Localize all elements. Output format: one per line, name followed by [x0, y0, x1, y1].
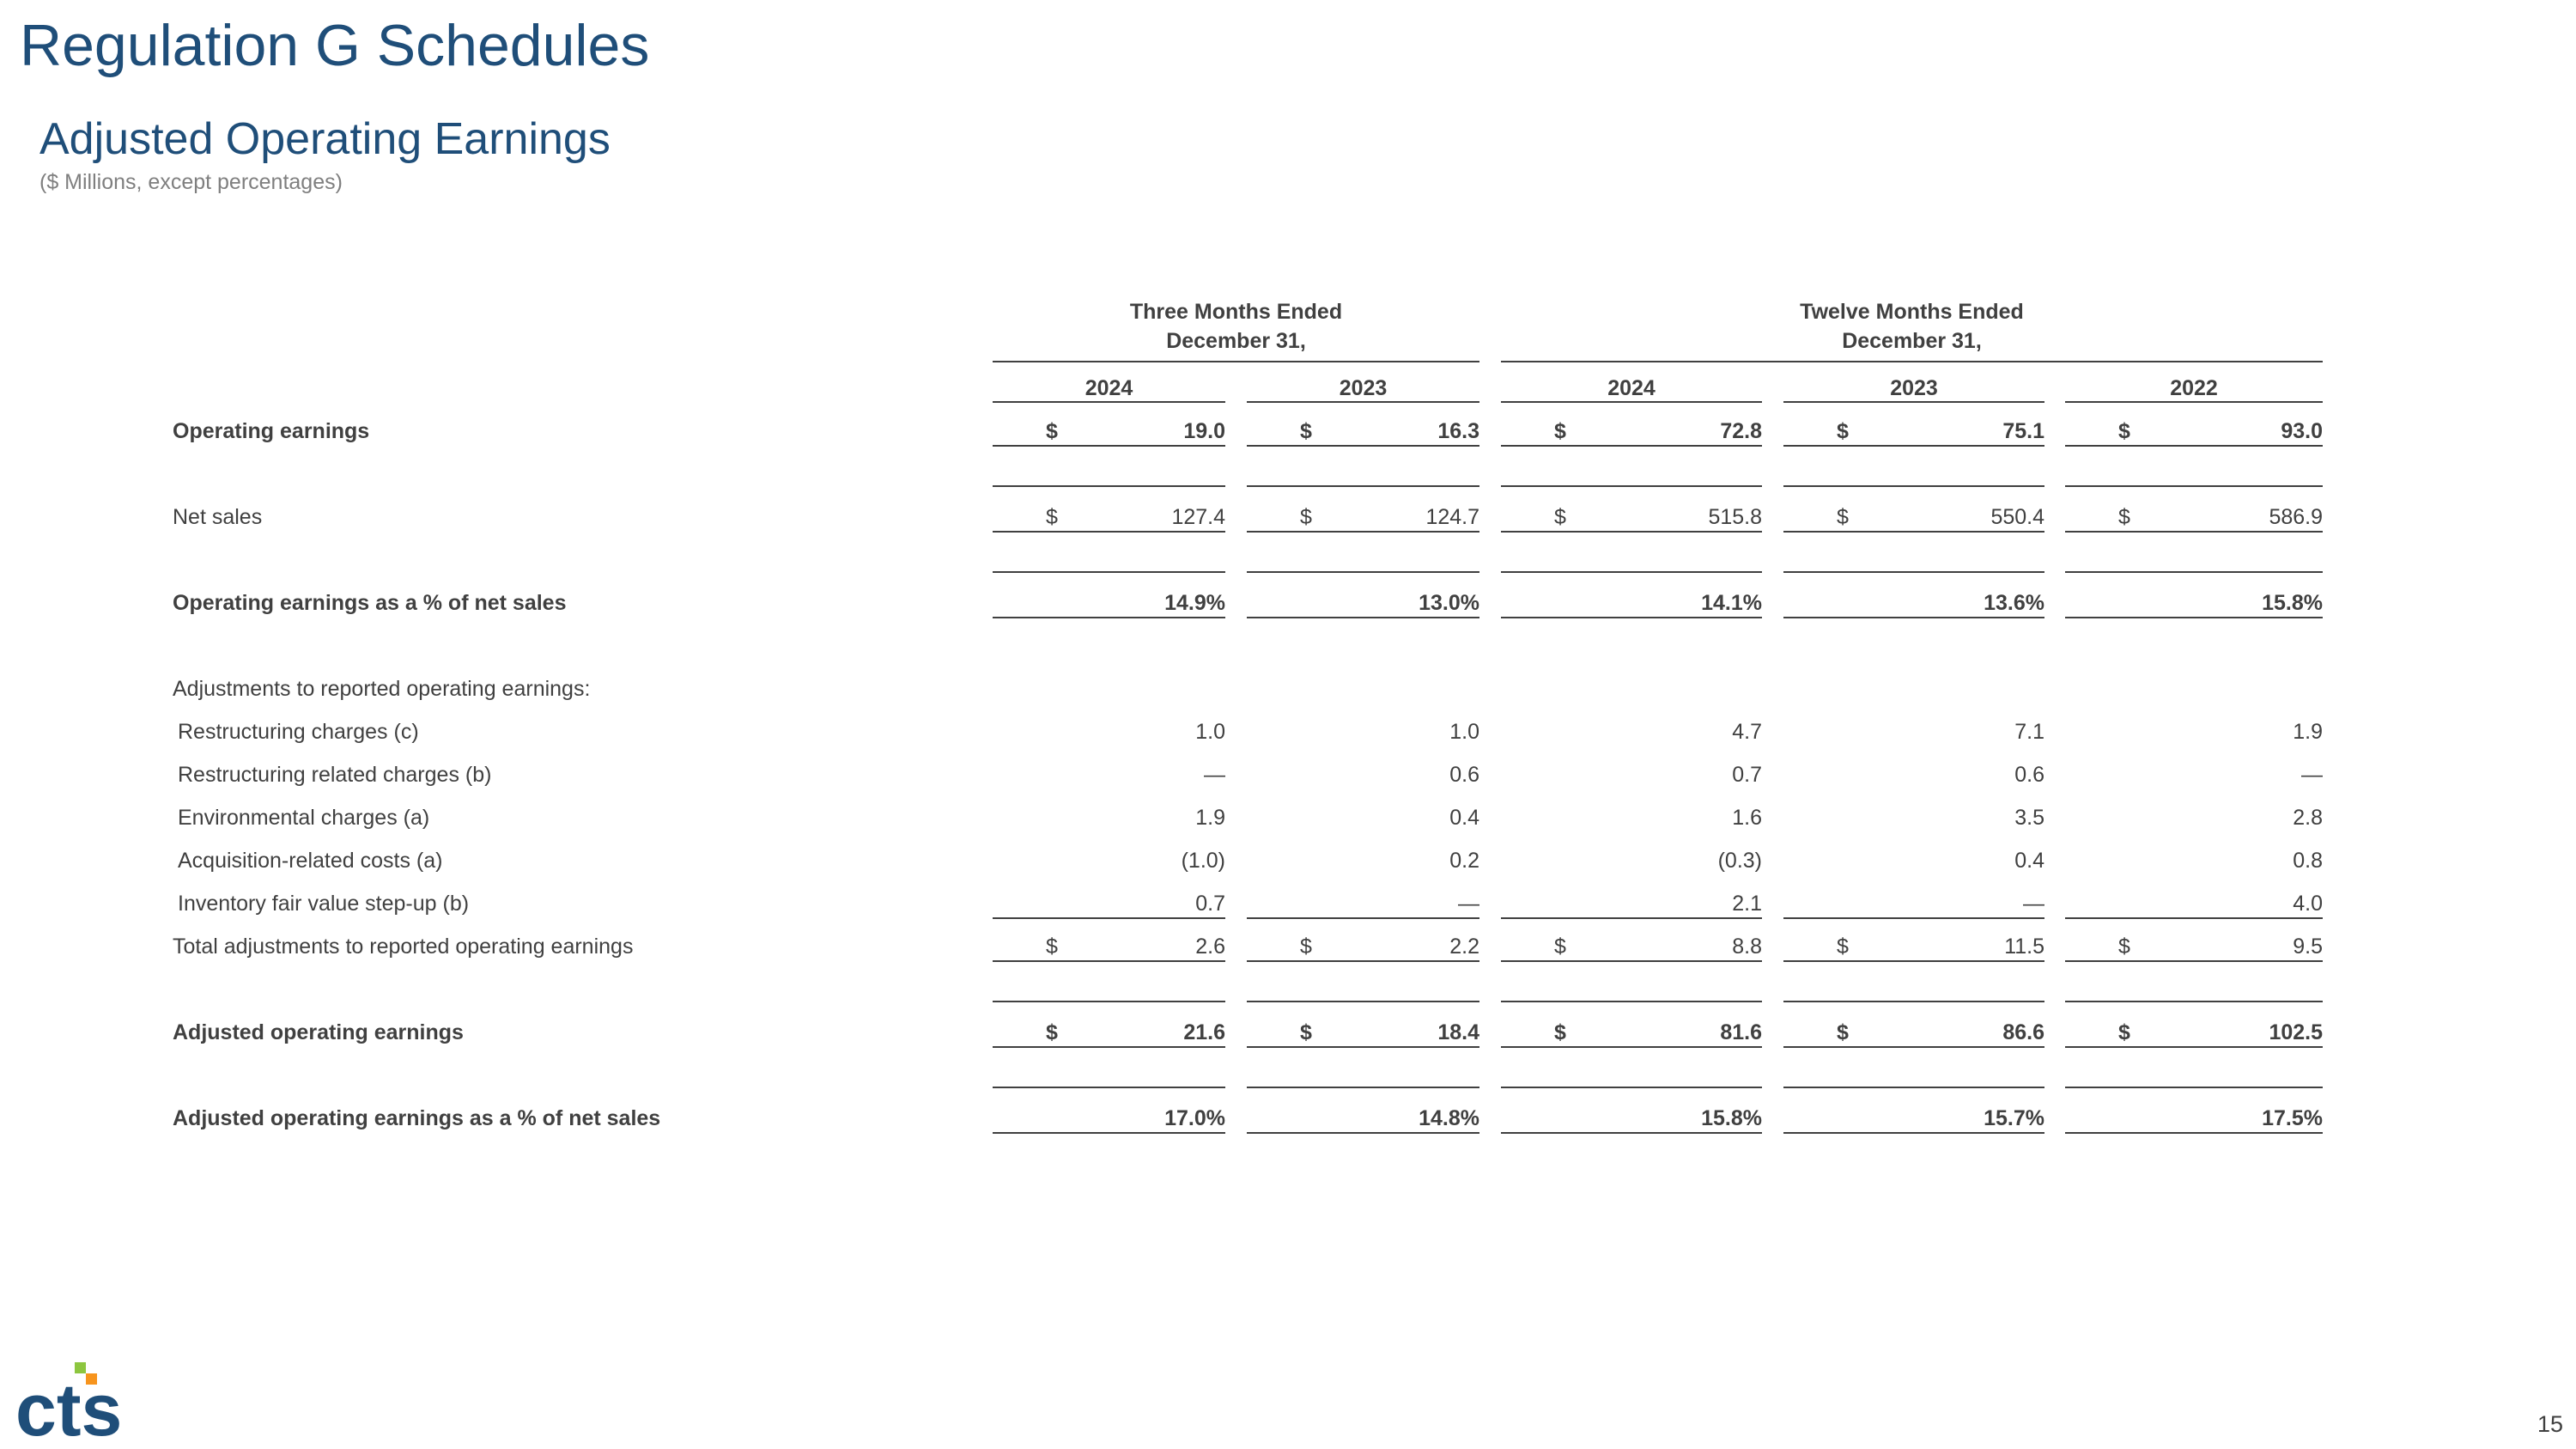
table-cell — [2065, 803, 2323, 832]
table-cell — [2065, 1104, 2323, 1133]
cell-rule — [1501, 485, 1762, 487]
cell-rule — [1501, 1046, 1762, 1048]
table-cell — [1247, 803, 1479, 832]
cell-value: 15.7% — [1984, 1106, 2044, 1130]
cell-rule — [993, 1046, 1225, 1048]
cell-value: 586.9 — [2269, 505, 2323, 529]
currency-symbol: $ — [1554, 505, 1566, 529]
cell-rule — [1247, 531, 1479, 533]
cell-rule — [993, 1001, 1225, 1002]
page-title: Regulation G Schedules — [20, 13, 650, 78]
cell-rule — [2065, 1132, 2323, 1134]
table-cell — [1783, 932, 2044, 961]
cell-value: 3.5 — [2014, 806, 2044, 830]
row-label: Adjusted operating earnings as a % of net sales — [173, 1106, 661, 1130]
year-underline — [1783, 401, 2044, 403]
cell-value: 13.6% — [1984, 591, 2044, 615]
cell-rule — [1783, 1087, 2044, 1088]
cell-rule — [1247, 1132, 1479, 1134]
table-cell — [2065, 502, 2323, 532]
year-header: 2022 — [2170, 376, 2218, 400]
cell-value: 550.4 — [1990, 505, 2044, 529]
table-cell — [993, 803, 1225, 832]
group-header-line1: Three Months Ended — [1129, 300, 1343, 324]
cell-rule — [1783, 1132, 2044, 1134]
cell-rule — [2065, 445, 2323, 447]
cell-value: 81.6 — [1720, 1020, 1762, 1044]
table-cell — [2065, 417, 2323, 446]
cell-rule — [2065, 617, 2323, 618]
cell-value: 1.0 — [1195, 720, 1225, 744]
cell-value: — — [1204, 763, 1225, 787]
cell-value: 9.5 — [2293, 935, 2323, 959]
table-cell — [993, 889, 1225, 918]
row-label: Acquisition-related costs (a) — [178, 849, 443, 873]
cell-value: 17.5% — [2262, 1106, 2323, 1130]
cell-value: 16.3 — [1437, 419, 1479, 443]
table-cell — [1501, 1018, 1762, 1047]
currency-symbol: $ — [1837, 935, 1849, 959]
cell-rule — [1247, 571, 1479, 573]
cell-rule — [1783, 531, 2044, 533]
table-cell — [1783, 760, 2044, 789]
cell-rule — [993, 571, 1225, 573]
table-cell — [1501, 803, 1762, 832]
cell-value: 2.1 — [1732, 892, 1762, 916]
cell-rule — [1783, 571, 2044, 573]
cell-value: 0.7 — [1195, 892, 1225, 916]
row-label: Total adjustments to reported operating earnings — [173, 935, 634, 959]
cell-rule — [1783, 960, 2044, 962]
cell-rule — [1783, 445, 2044, 447]
page-number: 15 — [2537, 1411, 2563, 1437]
table-cell — [1501, 588, 1762, 618]
table-cell — [1783, 1018, 2044, 1047]
table-cell — [1501, 932, 1762, 961]
cell-rule — [1501, 1132, 1762, 1134]
table-cell — [993, 932, 1225, 961]
cell-value: 0.7 — [1732, 763, 1762, 787]
cell-value: 1.9 — [2293, 720, 2323, 744]
table-cell — [1247, 760, 1479, 789]
year-header: 2024 — [1607, 376, 1656, 400]
cell-value: 102.5 — [2269, 1020, 2323, 1044]
year-underline — [1501, 401, 1762, 403]
cell-value: 515.8 — [1708, 505, 1762, 529]
cell-value: 8.8 — [1732, 935, 1762, 959]
row-label: Operating earnings — [173, 419, 370, 443]
cell-value: 17.0% — [1164, 1106, 1225, 1130]
table-cell — [993, 588, 1225, 618]
row-label: Restructuring charges (c) — [178, 720, 419, 744]
cell-rule — [1501, 1001, 1762, 1002]
cell-value: 0.6 — [2014, 763, 2044, 787]
cell-value: — — [2023, 892, 2044, 916]
currency-symbol: $ — [2118, 935, 2130, 959]
cell-value: 4.0 — [2293, 892, 2323, 916]
table-cell — [993, 502, 1225, 532]
cell-value: 4.7 — [1732, 720, 1762, 744]
row-label: Environmental charges (a) — [178, 806, 430, 830]
cell-value: 75.1 — [2002, 419, 2044, 443]
cell-rule — [1501, 960, 1762, 962]
currency-symbol: $ — [2118, 505, 2130, 529]
group-header-line2: December 31, — [1166, 329, 1306, 353]
table-cell — [1783, 588, 2044, 618]
section-title: Adjusted Operating Earnings — [39, 114, 611, 164]
cell-rule — [993, 917, 1225, 919]
table-cell — [1501, 502, 1762, 532]
cell-value: 11.5 — [2004, 935, 2044, 959]
currency-symbol: $ — [1046, 419, 1058, 443]
table-cell — [1501, 889, 1762, 918]
cell-rule — [1247, 485, 1479, 487]
table-cell — [2065, 717, 2323, 746]
group-header-line2: December 31, — [1842, 329, 1982, 353]
cell-value: 21.6 — [1183, 1020, 1225, 1044]
cell-rule — [1783, 1001, 2044, 1002]
table-cell — [2065, 1018, 2323, 1047]
table-cell — [1247, 502, 1479, 532]
currency-symbol: $ — [2118, 1020, 2130, 1044]
table-cell — [1783, 889, 2044, 918]
cell-rule — [1501, 571, 1762, 573]
currency-symbol: $ — [1837, 505, 1849, 529]
cell-value: 1.9 — [1195, 806, 1225, 830]
cell-rule — [1247, 917, 1479, 919]
cell-rule — [1501, 531, 1762, 533]
table-cell — [2065, 760, 2323, 789]
cell-rule — [1783, 485, 2044, 487]
table-cell — [1783, 717, 2044, 746]
cell-rule — [1247, 1001, 1479, 1002]
cell-rule — [2065, 1046, 2323, 1048]
year-underline — [1247, 401, 1479, 403]
table-cell — [993, 846, 1225, 875]
cell-rule — [993, 445, 1225, 447]
cell-value: 0.4 — [1449, 806, 1479, 830]
cell-value: — — [1458, 892, 1479, 916]
group-header-twelve-months — [1501, 297, 2323, 356]
currency-symbol: $ — [1554, 419, 1566, 443]
currency-symbol: $ — [1046, 1020, 1058, 1044]
group-underline — [1501, 361, 2323, 362]
year-header: 2023 — [1339, 376, 1388, 400]
table-cell — [1501, 417, 1762, 446]
cell-rule — [2065, 1087, 2323, 1088]
table-cell — [1247, 889, 1479, 918]
year-underline — [2065, 401, 2323, 403]
cell-rule — [2065, 960, 2323, 962]
table-cell — [1783, 803, 2044, 832]
cell-rule — [993, 1087, 1225, 1088]
cell-value: 18.4 — [1437, 1020, 1479, 1044]
cell-value: 1.6 — [1732, 806, 1762, 830]
table-cell — [1501, 760, 1762, 789]
currency-symbol: $ — [2118, 419, 2130, 443]
cell-value: 19.0 — [1183, 419, 1225, 443]
cell-rule — [1247, 445, 1479, 447]
cell-rule — [1501, 445, 1762, 447]
currency-symbol: $ — [1046, 505, 1058, 529]
currency-symbol: $ — [1300, 935, 1312, 959]
cell-rule — [1783, 1046, 2044, 1048]
cell-rule — [993, 617, 1225, 618]
cell-value: 2.6 — [1195, 935, 1225, 959]
table-cell — [1501, 846, 1762, 875]
table-cell — [1501, 717, 1762, 746]
currency-symbol: $ — [1300, 419, 1312, 443]
currency-symbol: $ — [1046, 935, 1058, 959]
cell-rule — [2065, 1001, 2323, 1002]
currency-symbol: $ — [1837, 1020, 1849, 1044]
cell-value: 7.1 — [2014, 720, 2044, 744]
cell-value: 0.2 — [1449, 849, 1479, 873]
cell-rule — [1247, 960, 1479, 962]
year-underline — [993, 401, 1225, 403]
table-cell — [2065, 846, 2323, 875]
table-cell — [2065, 889, 2323, 918]
cell-rule — [993, 1132, 1225, 1134]
table-cell — [1247, 932, 1479, 961]
year-header: 2024 — [1084, 376, 1133, 400]
table-cell — [1783, 417, 2044, 446]
cell-rule — [1501, 917, 1762, 919]
cell-value: 72.8 — [1720, 419, 1762, 443]
cell-value: 0.8 — [2293, 849, 2323, 873]
cell-value: (0.3) — [1717, 849, 1762, 873]
table-cell — [993, 760, 1225, 789]
cts-logo — [15, 1362, 153, 1440]
cell-value: 93.0 — [2281, 419, 2323, 443]
table-cell — [1783, 502, 2044, 532]
units-note: ($ Millions, except percentages) — [39, 170, 343, 194]
row-label: Operating earnings as a % of net sales — [173, 591, 567, 615]
cell-rule — [993, 531, 1225, 533]
currency-symbol: $ — [1554, 935, 1566, 959]
cell-value: 0.6 — [1449, 763, 1479, 787]
currency-symbol: $ — [1300, 1020, 1312, 1044]
table-cell — [1247, 1018, 1479, 1047]
table-cell — [1247, 1104, 1479, 1133]
table-cell — [993, 417, 1225, 446]
cell-rule — [2065, 571, 2323, 573]
row-label: Inventory fair value step-up (b) — [178, 892, 470, 916]
cell-rule — [1501, 617, 1762, 618]
table-cell — [993, 717, 1225, 746]
table-cell — [2065, 588, 2323, 618]
cell-value: 15.8% — [1701, 1106, 1762, 1130]
cell-value: 14.8% — [1419, 1106, 1479, 1130]
group-header-line1: Twelve Months Ended — [1800, 300, 2024, 324]
cell-value: 0.4 — [2014, 849, 2044, 873]
row-label: Adjustments to reported operating earnings: — [173, 677, 591, 701]
table-cell — [993, 1104, 1225, 1133]
cell-rule — [1783, 617, 2044, 618]
cell-value: — — [2301, 763, 2323, 787]
table-cell — [2065, 932, 2323, 961]
table-cell — [1501, 1104, 1762, 1133]
cell-value: 13.0% — [1419, 591, 1479, 615]
cell-value: 86.6 — [2002, 1020, 2044, 1044]
cell-rule — [1501, 1087, 1762, 1088]
svg-text:cts: cts — [15, 1369, 123, 1440]
cell-rule — [2065, 531, 2323, 533]
cell-value: 127.4 — [1171, 505, 1225, 529]
table-cell — [1247, 417, 1479, 446]
cell-value: (1.0) — [1181, 849, 1225, 873]
table-cell — [1247, 588, 1479, 618]
row-label: Adjusted operating earnings — [173, 1020, 464, 1044]
row-label: Net sales — [173, 505, 263, 529]
table-cell — [1247, 717, 1479, 746]
cell-value: 15.8% — [2262, 591, 2323, 615]
cell-rule — [1247, 617, 1479, 618]
cell-value: 2.2 — [1449, 935, 1479, 959]
cell-rule — [993, 485, 1225, 487]
cell-rule — [2065, 485, 2323, 487]
table-cell — [1783, 846, 2044, 875]
currency-symbol: $ — [1300, 505, 1312, 529]
cell-rule — [1247, 1087, 1479, 1088]
cell-value: 1.0 — [1449, 720, 1479, 744]
currency-symbol: $ — [1837, 419, 1849, 443]
group-header-three-months — [993, 297, 1479, 356]
cell-rule — [1247, 1046, 1479, 1048]
cell-value: 2.8 — [2293, 806, 2323, 830]
currency-symbol: $ — [1554, 1020, 1566, 1044]
table-cell — [993, 1018, 1225, 1047]
cell-rule — [993, 960, 1225, 962]
row-label: Restructuring related charges (b) — [178, 763, 492, 787]
cell-rule — [1783, 917, 2044, 919]
year-header: 2023 — [1890, 376, 1938, 400]
cell-value: 14.1% — [1701, 591, 1762, 615]
table-cell — [1247, 846, 1479, 875]
table-cell — [1783, 1104, 2044, 1133]
cell-value: 14.9% — [1164, 591, 1225, 615]
group-underline — [993, 361, 1479, 362]
cell-rule — [2065, 917, 2323, 919]
cell-value: 124.7 — [1425, 505, 1479, 529]
